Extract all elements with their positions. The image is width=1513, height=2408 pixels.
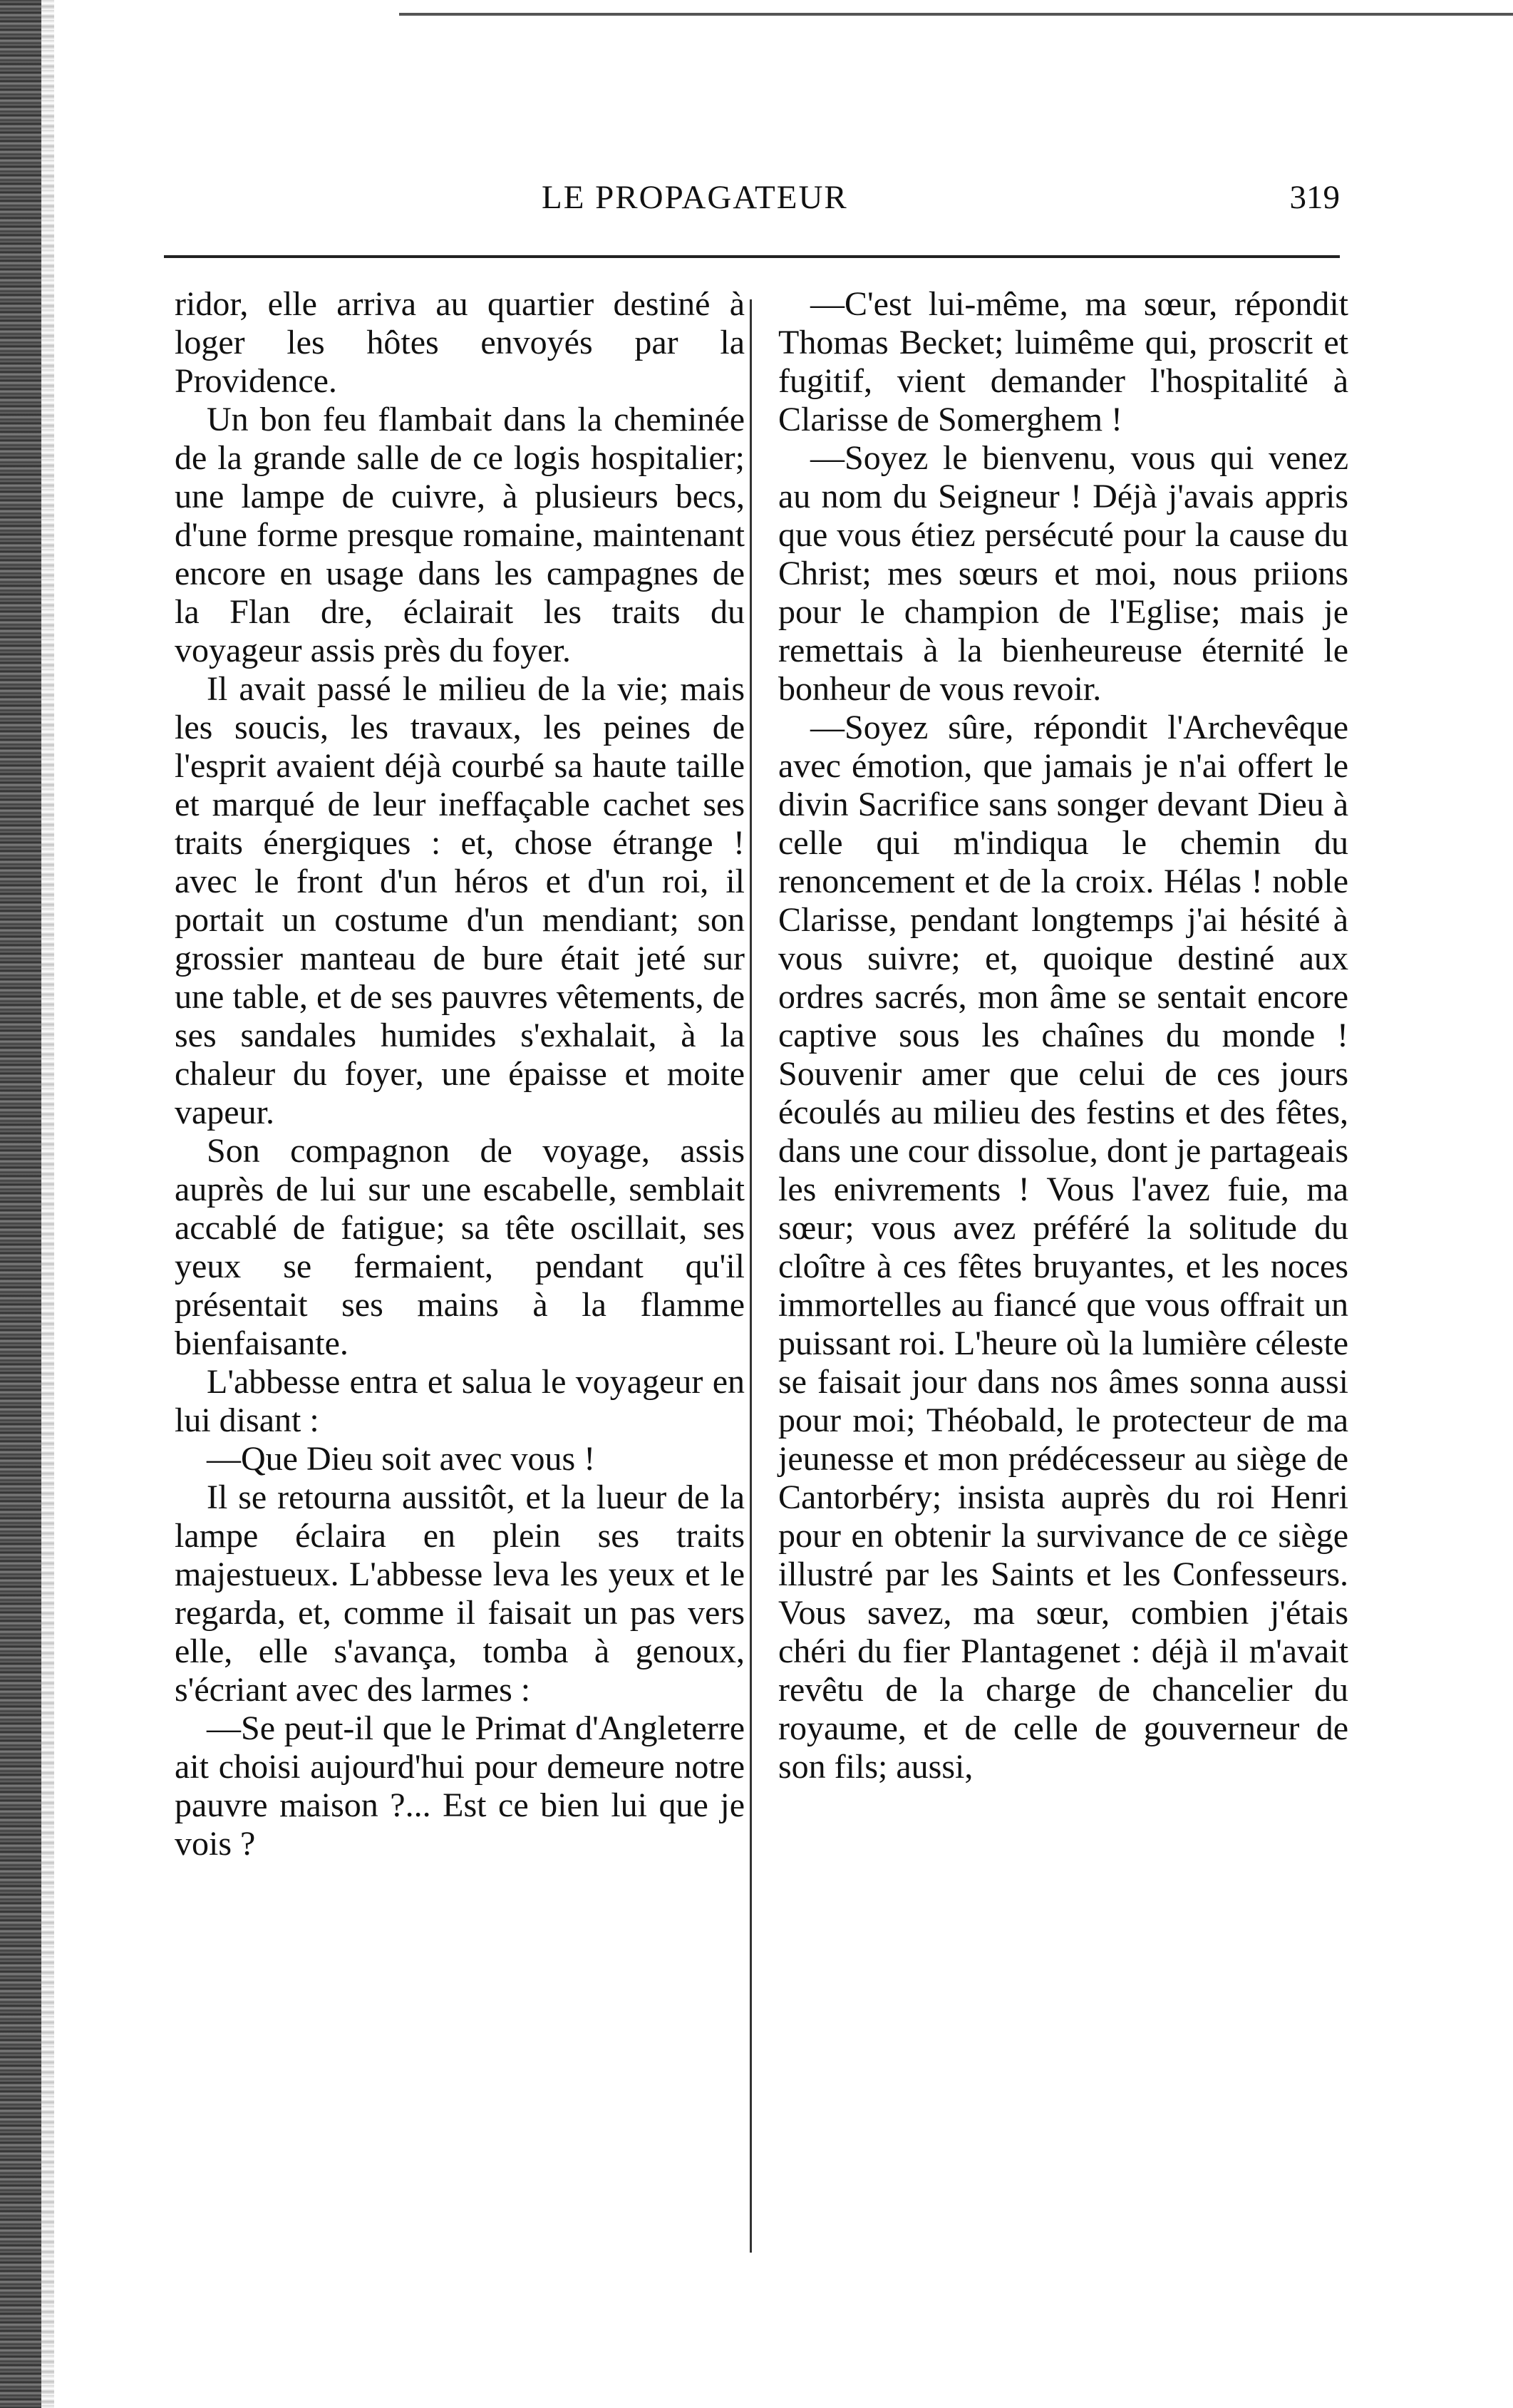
scan-top-edge: [399, 13, 1513, 16]
scan-binding-edge: [0, 0, 41, 2408]
column-divider: [750, 299, 752, 2253]
left-paragraph-3: Il avait passé le milieu de la vie; mais les soucis, les travaux, les peines de l'esprit avaient déjà courbé sa haute taille et marqué de leur ineffaçable cachet ses traits énergiques : et, chose étrange ! avec le front d'un héros et d'un roi, il portait un costume d'un mendiant; son grossier manteau de bure était jeté sur une table, et de ses pauvres vêtements, de ses sandales humides s'exhalait, à la chaleur du foyer, une épaisse et moite vapeur.: [175, 670, 745, 1131]
left-paragraph-1: ridor, elle arriva au quartier destiné à loger les hôtes envoyés par la Providence.: [175, 285, 745, 400]
page-number: 319: [1289, 179, 1340, 216]
left-paragraph-5: L'abbesse entra et salua le voyageur en lui disant :: [175, 1363, 745, 1439]
right-column: [778, 285, 1348, 1786]
right-paragraph-2: —Soyez le bienvenu, vous qui venez au nom du Seigneur ! Déjà j'avais appris que vous étiez persécuté pour la cause du Christ; mes sœurs et moi, nous priions pour le champion de l'Eglise; mais je remettais à la bienheureuse éternité le bonheur de vous revoir.: [778, 439, 1348, 708]
left-paragraph-7: Il se retourna aussitôt, et la lueur de la lampe éclaira en plein ses traits majestueux. L'abbesse leva les yeux et le regarda, et, comme il faisait un pas vers elle, elle s'avança, tomba à genoux, s'écriant avec des larmes :: [175, 1478, 745, 1709]
page-header: [164, 178, 1340, 235]
header-rule: [164, 255, 1340, 258]
left-paragraph-8: —Se peut-il que le Primat d'Angleterre ait choisi aujourd'hui pour demeure notre pauvre maison ?... Est ce bien lui que je vois ?: [175, 1709, 745, 1863]
left-paragraph-4: Son compagnon de voyage, assis auprès de lui sur une escabelle, semblait accablé de fatigue; sa tête oscillait, ses yeux se fermaient, pendant qu'il présentait ses mains à la flamme bienfaisante.: [175, 1132, 745, 1362]
running-title: LE PROPAGATEUR: [542, 179, 848, 216]
left-paragraph-6: —Que Dieu soit avec vous !: [207, 1440, 596, 1478]
right-paragraph-3: —Soyez sûre, répondit l'Archevêque avec émotion, que jamais je n'ai offert le divin Sacrifice sans songer devant Dieu à celle qui m'indiqua le chemin du renoncement et de la croix. Hélas ! noble Clarisse, pendant longtemps j'ai hésité à vous suivre; et, quoique destiné aux ordres sacrés, mon âme se sentait encore captive sous les chaînes du monde ! Souvenir amer que celui de ces jours écoulés au milieu des festins et des fêtes, dans une cour dissolue, dont je partageais les enivrements ! Vous l'avez fuie, ma sœur; vous avez préféré la solitude du cloître à ces fêtes bruyantes, et les noces immortelles au fiancé que vous offrait un puissant roi. L'heure où la lumière céleste se faisait jour dans nos âmes sonna aussi pour moi; Théobald, le protecteur de ma jeunesse et mon prédécesseur au siège de Cantorbéry; insista auprès du roi Henri pour en obtenir la survivance de ce siège illustré par les Saints et les Confesseurs. Vous savez, ma sœur, combien j'étais chéri du fier Plantagenet : déjà il m'avait revêtu de la charge de chancelier du royaume, et de celle de gouverneur de son fils; aussi,: [778, 709, 1348, 1786]
left-paragraph-2: Un bon feu flambait dans la cheminée de la grande salle de ce logis hospitalier; une lampe de cuivre, à plusieurs becs, d'une forme presque romaine, maintenant encore en usage dans les campagnes de la Flan dre, éclairait les traits du voyageur assis près du foyer.: [175, 401, 745, 669]
right-paragraph-1: —C'est lui-même, ma sœur, répondit Thomas Becket; luimême qui, proscrit et fugitif, vient demander l'hospitalité à Clarisse de Somerghem !: [778, 285, 1348, 438]
left-column: [175, 285, 745, 1863]
scan-binding-shadow: [41, 0, 54, 2408]
